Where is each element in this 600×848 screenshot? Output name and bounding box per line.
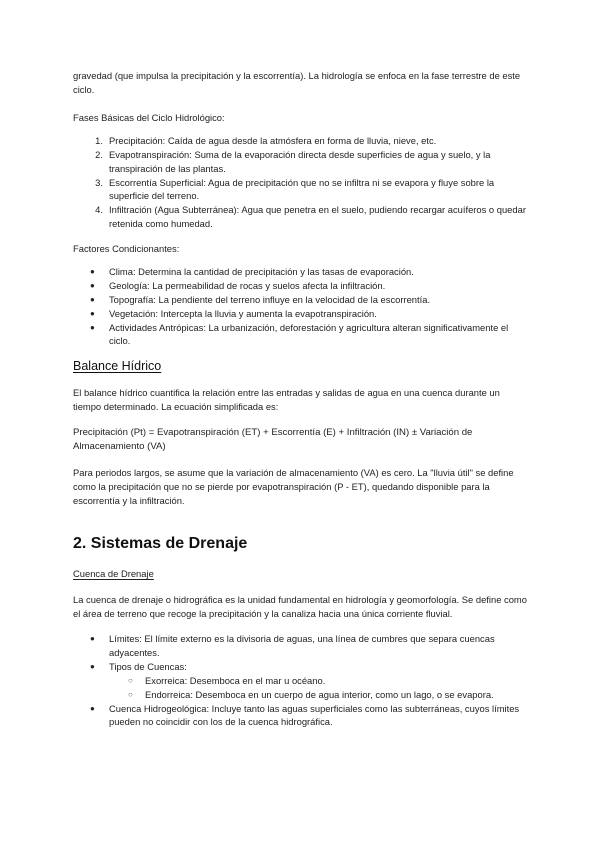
factores-list [73,265,530,348]
circle-bullet-icon: ○ [128,689,133,699]
document-content [73,69,530,729]
subsection-title: Cuenca de Drenaje [73,568,154,579]
cuenca-list [73,632,530,673]
factores-heading: Factores Condicionantes: [73,242,180,254]
list-item: ● Actividades Antrópicas: La urbanización, deforestación y agricultura alteran significativamente el ciclo. [90,321,509,346]
cuenca-list-2 [73,702,530,729]
circle-bullet-icon: ○ [128,675,133,685]
list-item: 3. Escorrentía Superficial: Agua de precipitación que no se infiltra ni se evapora y fluye sobre la superficie del terreno. [95,176,495,201]
list-item: ● Cuenca Hidrogeológica: Incluye tanto las aguas superficiales como las subterráneas, cuyos límites pueden no coincidir con los de la cuenca hidrográfica. [90,702,520,727]
balance-equation: Precipitación (Pt) = Evapotranspiración (ET) + Escorrentía (E) + Infiltración (IN) ± Variación de Almacenamiento (VA) [73,427,473,452]
fases-list [73,134,530,230]
list-item: ● Clima: Determina la cantidad de precipitación y las tasas de evaporación. [90,265,414,277]
cuenca-types-list [73,674,530,702]
list-item: 4. Infiltración (Agua Subterránea): Agua que penetra en el suelo, pudiendo recargar acuíferos o quedar retenida como humedad. [95,204,526,229]
list-item: ● Topografía: La pendiente del terreno influye en la velocidad de la escorrentía. [90,293,431,305]
list-item: ● Geología: La permeabilidad de rocas y suelos afecta la infiltración. [90,279,386,291]
balance-paragraph-2: Para periodos largos, se asume que la variación de almacenamiento (VA) es cero. La "lluvia útil" se define como la precipitación que no se pierde por evapotranspiración (P - ET), quedando disponible para la escorrentía y la infiltración. [73,467,514,506]
list-item: ● Vegetación: Intercepta la lluvia y aumenta la evapotranspiración. [90,307,377,319]
cuenca-paragraph: La cuenca de drenaje o hidrográfica es la unidad fundamental en hidrología y geomorfología. Se define como el área de terreno que recoge la precipitación y la canaliza hacia una única corriente fluvial. [73,594,527,619]
balance-paragraph: El balance hídrico cuantifica la relación entre las entradas y salidas de agua en una cuenca durante un tiempo determinado. La ecuación simplificada es: [73,387,500,412]
section-title: 2. Sistemas de Drenaje [73,535,248,552]
intro-paragraph: gravedad (que impulsa la precipitación y la escorrentía). La hidrología se enfoca en la fase terrestre de este ciclo. [73,70,521,95]
bullet-icon: ● [90,280,95,290]
list-item: ● Límites: El límite externo es la divisoria de aguas, una línea de cumbres que separa cuencas adyacentes. [90,633,495,658]
list-item: ● Tipos de Cuencas: [90,660,187,672]
bullet-icon: ● [90,294,95,304]
list-item: 1. Precipitación: Caída de agua desde la atmósfera en forma de lluvia, nieve, etc. [95,135,437,146]
list-item: ○ Exorreica: Desemboca en el mar u océano. [128,674,326,686]
bullet-icon: ● [90,634,95,643]
list-item: 2. Evapotranspiración: Suma de la evaporación directa desde superficies de agua y suelo, y la transpiración de las plantas. [95,149,491,174]
fases-heading: Fases Básicas del Ciclo Hidrológico: [73,112,225,123]
bullet-icon: ● [90,308,95,318]
bullet-icon: ● [90,266,95,276]
bullet-icon: ● [90,322,95,332]
list-item: ○ Endorreica: Desemboca en un cuerpo de agua interior, como un lago, o se evapora. [128,688,494,700]
balance-title: Balance Hídrico [73,359,162,373]
bullet-icon: ● [90,703,95,713]
bullet-icon: ● [90,661,95,671]
